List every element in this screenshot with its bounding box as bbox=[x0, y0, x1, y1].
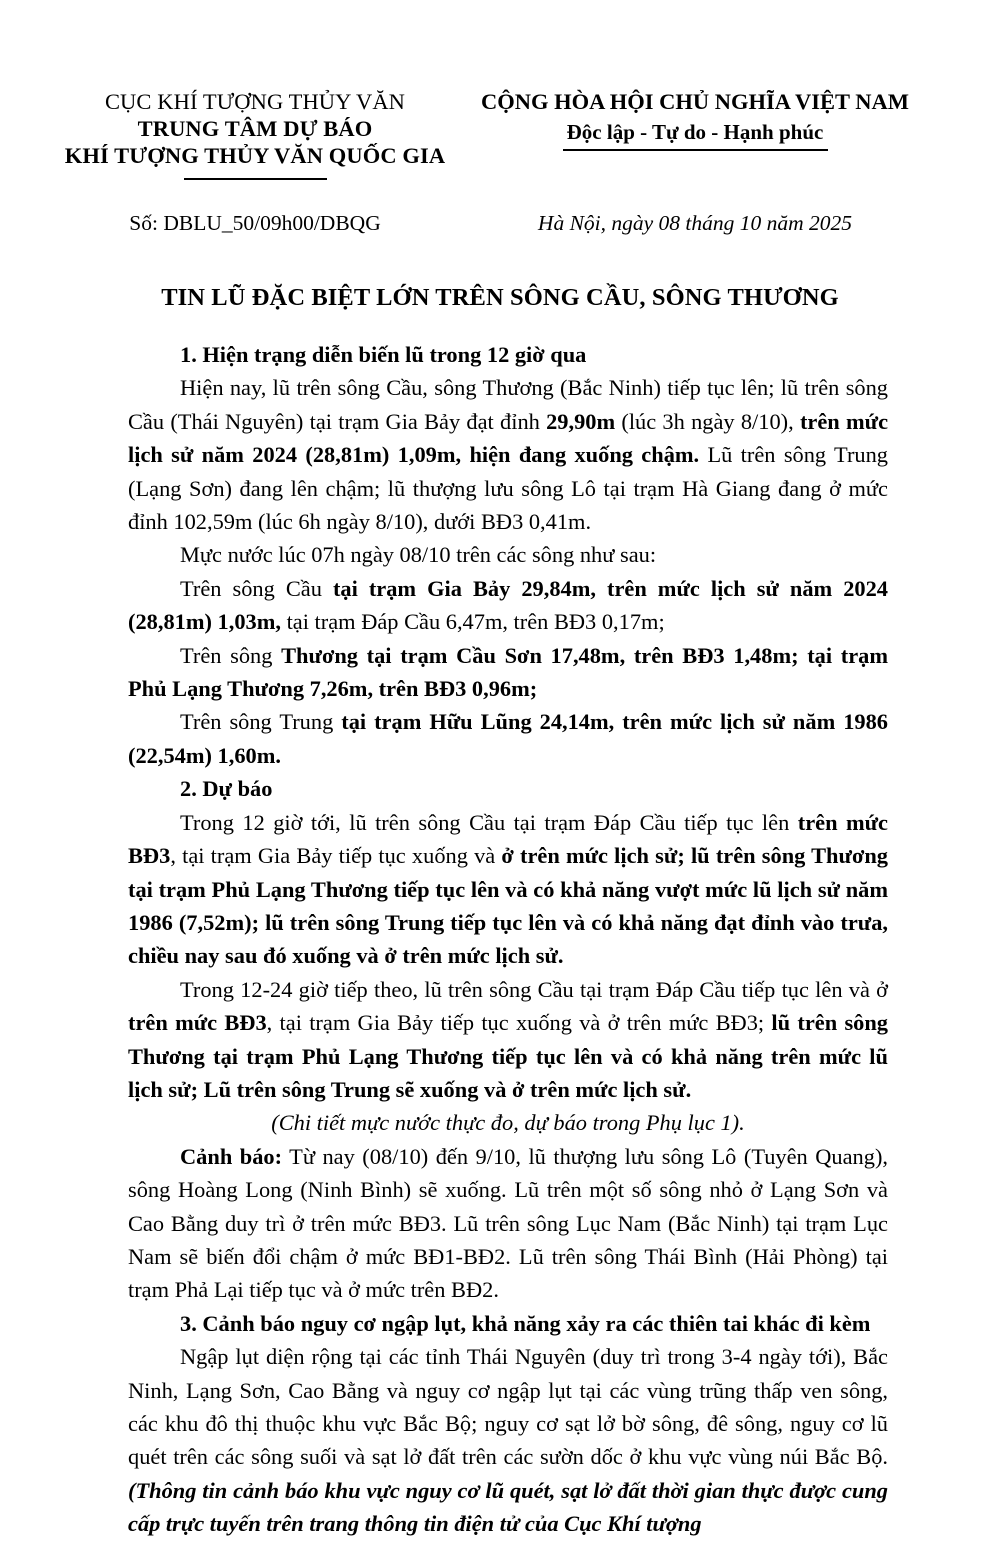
s1p1-text-2: (lúc 3h ngày 8/10), bbox=[615, 408, 800, 434]
warning-label: Cảnh báo: bbox=[180, 1143, 283, 1169]
section-2-heading: 2. Dự báo bbox=[180, 776, 273, 802]
authority-underline-rule bbox=[184, 178, 327, 180]
s1p4-bold-1: Thương tại trạm Cầu Sơn 17,48m, trên BĐ3 1,48m; tại trạm Phủ Lạng Thương 7,26m, trên BĐ3 0,96m; bbox=[128, 642, 888, 702]
authority-line-1: CỤC KHÍ TƯỢNG THỦY VĂN bbox=[104, 89, 406, 114]
section-2-paragraph-2 bbox=[128, 973, 888, 1107]
section-1-paragraph-4 bbox=[128, 639, 888, 706]
authority-line-3: KHÍ TƯỢNG THỦY VĂN QUỐC GIA bbox=[64, 143, 446, 168]
s1p5-bold-1: tại trạm Hữu Lũng 24,14m, trên mức lịch sử năm 1986 (22,54m) 1,60m. bbox=[128, 709, 888, 768]
section-2-paragraph-1 bbox=[128, 806, 888, 973]
authority-line-2: TRUNG TÂM DỰ BÁO bbox=[137, 116, 373, 141]
warning-text: Từ nay (08/10) đến 9/10, lũ thượng lưu sông Lô (Tuyên Quang), sông Hoàng Long (Ninh Bình) sẽ xuống. Lũ trên một số sông nhỏ ở Lạng Sơn và Cao Bằng duy trì ở trên mức BĐ3. Lũ trên sông Lục Nam (Bắc Ninh) tại trạm Lục Nam sẽ biến đổi chậm ở mức BĐ1-BĐ2. Lũ trên sông Thái Bình (Hải Phòng) tại trạm Phả Lại tiếp tục và ở mức trên BĐ2. bbox=[128, 1143, 888, 1303]
s1p1-text-1: Hiện nay, lũ trên sông Cầu, sông Thương (Bắc Ninh) tiếp tục lên; lũ trên sông Cầu (Thái Nguyên) tại trạm Gia Bảy đạt đỉnh bbox=[128, 375, 888, 434]
s2p2-bold-1: trên mức BĐ3 bbox=[128, 1010, 267, 1036]
section-1-paragraph-1 bbox=[128, 371, 888, 538]
section-3-paragraph-1 bbox=[128, 1340, 888, 1540]
s1p3-text-1: Trên sông Cầu bbox=[180, 575, 333, 601]
appendix-note-italic: (Chi tiết mực nước thực đo, dự báo trong Phụ lục 1). bbox=[271, 1110, 745, 1136]
header-national-heading bbox=[450, 88, 940, 151]
s2p2-text-1: Trong 12-24 giờ tiếp theo, lũ trên sông Cầu tại trạm Đáp Cầu tiếp tục lên và ở bbox=[180, 976, 888, 1002]
s2p2-bold-2: lũ trên sông Thương tại trạm Phủ Lạng Thương tiếp tục lên và có khả năng trên mức lũ lịch sử; Lũ trên sông Trung sẽ xuống và ở trên mức lịch sử. bbox=[128, 1010, 888, 1102]
document-number: Số: DBLU_50/09h00/DBQG bbox=[129, 211, 381, 235]
s1p1-bold-2: trên mức lịch sử năm 2024 (28,81m) 1,09m, hiện đang xuống chậm. bbox=[128, 408, 889, 468]
section-1-paragraph-3 bbox=[128, 572, 888, 639]
national-motto: Độc lập - Tự do - Hạnh phúc bbox=[566, 120, 824, 144]
document-number-row bbox=[0, 211, 1000, 236]
motto-underline-rule bbox=[563, 149, 828, 151]
section-3-heading: 3. Cảnh báo nguy cơ ngập lụt, khả năng xảy ra các thiên tai khác đi kèm bbox=[180, 1310, 871, 1336]
s2p1-text-2: , tại trạm Gia Bảy tiếp tục xuống và bbox=[170, 843, 502, 869]
page-title: TIN LŨ ĐẶC BIỆT LỚN TRÊN SÔNG CẦU, SÔNG THƯƠNG bbox=[161, 284, 839, 311]
section-1-heading: 1. Hiện trạng diễn biến lũ trong 12 giờ qua bbox=[180, 342, 587, 367]
s3p1-text-1: Ngập lụt diện rộng tại các tỉnh Thái Nguyên (duy trì trong 3-4 ngày tới), Bắc Ninh, Lạng Sơn, Cao Bằng và nguy cơ ngập lụt tại các vùng trũng thấp ven sông, các khu đô thị thuộc khu vực Bắc Bộ; nguy cơ sạt lở bờ sông, đê sông, nguy cơ lũ quét trên các sông suối và sạt lở đất trên các sườn dốc ở khu vực vùng núi Bắc Bộ. bbox=[128, 1344, 888, 1470]
s3p1-bold-italic-1: (Thông tin cảnh báo khu vực nguy cơ lũ quét, sạt lở đất thời gian thực được cung cấp trực tuyến trên trang thông tin điện tử của Cục Khí tượng bbox=[128, 1477, 888, 1537]
s2p1-bold-1: trên mức BĐ3 bbox=[128, 809, 888, 869]
s1p1-text-3: Lũ trên sông Trung (Lạng Sơn) đang lên chậm; lũ thượng lưu sông Lô tại trạm Hà Giang đang ở mức đỉnh 102,59m (lúc 6h ngày 8/10), dưới BĐ3 0,41m. bbox=[128, 442, 888, 535]
s1p4-text-1: Trên sông bbox=[180, 642, 282, 668]
section-2-warning-paragraph bbox=[128, 1140, 888, 1307]
section-2-appendix-note bbox=[128, 1106, 888, 1139]
s2p1-bold-2: ở trên mức lịch sử; lũ trên sông Thương tại trạm Phủ Lạng Thương tiếp tục lên và có khả năng vượt mức lũ lịch sử năm 1986 (7,52m); lũ trên sông Trung tiếp tục lên và có khả năng đạt đỉnh vào trưa, chiều nay sau đó xuống và ở trên mức lịch sử. bbox=[128, 843, 888, 969]
s1p1-bold-1: 29,90m bbox=[546, 408, 616, 434]
s1p5-text-1: Trên sông Trung bbox=[180, 709, 342, 735]
s2p1-text-1: Trong 12 giờ tới, lũ trên sông Cầu tại trạm Đáp Cầu tiếp tục lên bbox=[180, 809, 798, 835]
s1p3-bold-1: tại trạm Gia Bảy 29,84m, trên mức lịch sử năm 2024 (28,81m) 1,03m, bbox=[128, 575, 889, 635]
document-body bbox=[0, 338, 1000, 1541]
header-issuing-authority bbox=[60, 88, 450, 180]
country-name: CỘNG HÒA HỘI CHỦ NGHĨA VIỆT NAM bbox=[481, 89, 909, 114]
document-header bbox=[0, 0, 1000, 180]
s2p2-text-2: , tại trạm Gia Bảy tiếp tục xuống và ở trên mức BĐ3; bbox=[266, 1010, 772, 1036]
s1p3-text-2: tại trạm Đáp Cầu 6,47m, trên BĐ3 0,17m; bbox=[280, 609, 665, 635]
place-and-date: Hà Nội, ngày 08 tháng 10 năm 2025 bbox=[537, 211, 853, 235]
section-1-paragraph-2: Mực nước lúc 07h ngày 08/10 trên các sông như sau: bbox=[180, 542, 657, 568]
section-1-paragraph-5 bbox=[128, 705, 888, 772]
